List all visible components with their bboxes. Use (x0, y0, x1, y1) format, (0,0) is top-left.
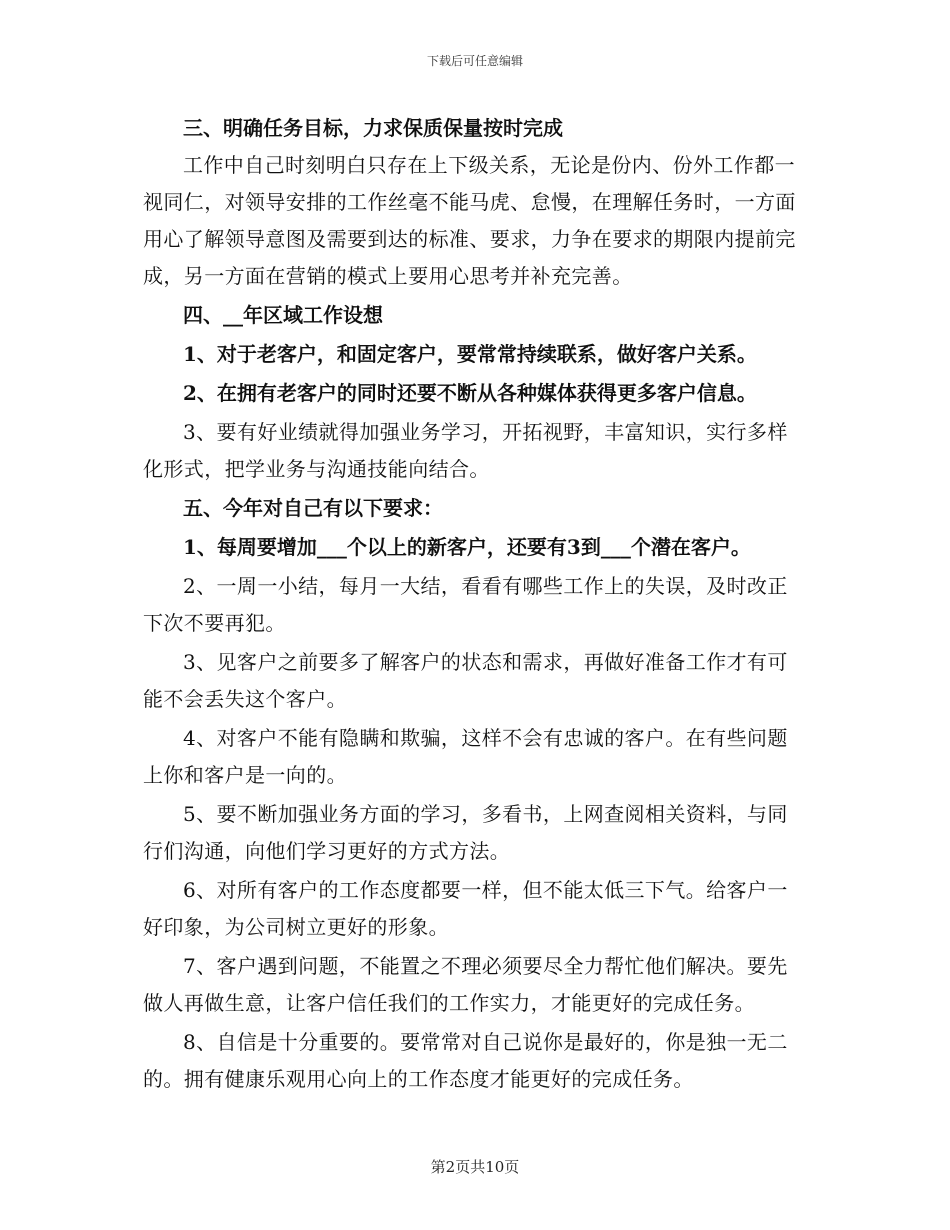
list-item: 7、客户遇到问题，不能置之不理必须要尽全力帮忙他们解决。要先做人再做生意，让客户信任我们的工作实力，才能更好的完成任务。 (143, 954, 788, 1015)
list-item: 8、自信是十分重要的。要常常对自己说你是最好的，你是独一无二的。拥有健康乐观用心向上的工作态度才能更好的完成任务。 (143, 1030, 788, 1091)
list-item: 5、要不断加强业务方面的学习，多看书，上网查阅相关资料，与同行们沟通，向他们学习更好的方式方法。 (143, 802, 788, 863)
list-item: 2、一周一小结，每月一大结，看看有哪些工作上的失误，及时改正下次不要再犯。 (143, 574, 788, 635)
section-heading-4: 四、__年区域工作设想 (183, 303, 383, 327)
section-heading-3: 三、明确任务目标，力求保质保量按时完成 (183, 116, 563, 140)
section-heading-5: 五、今年对自己有以下要求： (183, 496, 443, 520)
paragraph: 工作中自己时刻明白只存在上下级关系，无论是份内、份外工作都一视同仁，对领导安排的工作丝毫不能马虎、怠慢，在理解任务时，一方面用心了解领导意图及需要到达的标准、要求，力争在要求的期限内提前完成，另一方面在营销的模式上要用心思考并补充完善。 (143, 153, 796, 288)
list-item: 3、要有好业绩就得加强业务学习，开拓视野，丰富知识，实行多样化形式，把学业务与沟通技能向结合。 (143, 420, 788, 481)
list-item: 4、对客户不能有隐瞒和欺骗，这样不会有忠诚的客户。在有些问题上你和客户是一向的。 (143, 726, 788, 787)
list-item-bold: 2、在拥有老客户的同时还要不断从各种媒体获得更多客户信息。 (183, 381, 757, 405)
list-item: 3、见客户之前要多了解客户的状态和需求，再做好准备工作才有可能不会丢失这个客户。 (143, 650, 788, 711)
list-item-bold: 1、每周要增加___个以上的新客户，还要有3到___个潜在客户。 (183, 535, 751, 559)
list-item: 6、对所有客户的工作态度都要一样，但不能太低三下气。给客户一好印象，为公司树立更好的形象。 (143, 878, 788, 939)
document-body (143, 110, 807, 1098)
list-item-bold: 1、对于老客户，和固定客户，要常常持续联系，做好客户关系。 (183, 342, 757, 366)
page-footer: 第2页共10页 (430, 1158, 520, 1176)
page-header: 下载后可任意编辑 (426, 54, 523, 68)
